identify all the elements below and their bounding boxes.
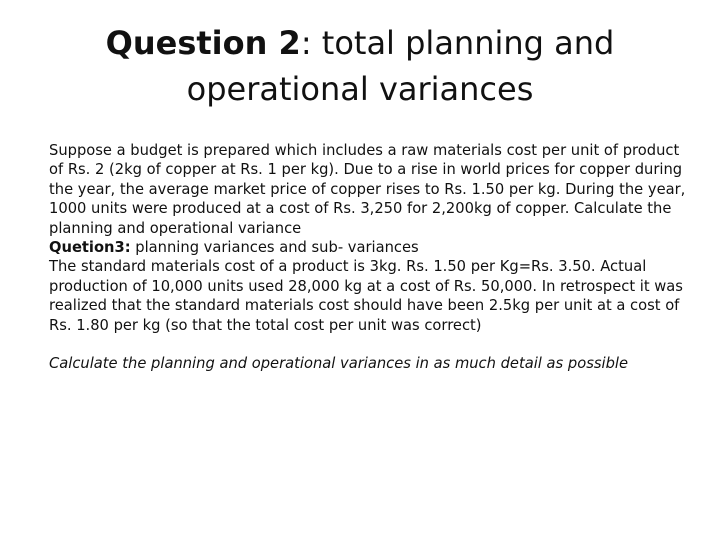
question-3-label: Quetion3: <box>49 239 131 257</box>
question-3-heading <box>49 238 689 257</box>
question-3-paragraph: The standard materials cost of a product is 3kg. Rs. 1.50 per Kg=Rs. 3.50. Actual production of 10,000 units used 28,000 kg at a cost of Rs. 50,000. In retrospect it was realized that the standard materials cost should have been 2.5kg per unit at a cost of Rs. 1.80 per kg (so that the total cost per unit was correct) <box>49 258 683 334</box>
question-2-paragraph: Suppose a budget is prepared which includes a raw materials cost per unit of product of Rs. 2 (2kg of copper at Rs. 1 per kg). Due to a rise in world prices for copper during the year, the average market price of copper rises to Rs. 1.50 per kg. During the year, 1000 units were produced at a cost of Rs. 3,250 for 2,200kg of copper. Calculate the planning and operational variance <box>49 142 686 237</box>
question-3-heading-text: planning variances and sub- variances <box>130 239 419 257</box>
title-question-label: Question 2 <box>105 24 301 62</box>
paragraph-spacer <box>49 335 689 354</box>
slide-body <box>49 141 689 374</box>
title-text: : total planning and operational variances <box>186 24 615 108</box>
slide-title <box>60 20 660 112</box>
question-3-instruction: Calculate the planning and operational variances in as much detail as possible <box>49 355 629 373</box>
